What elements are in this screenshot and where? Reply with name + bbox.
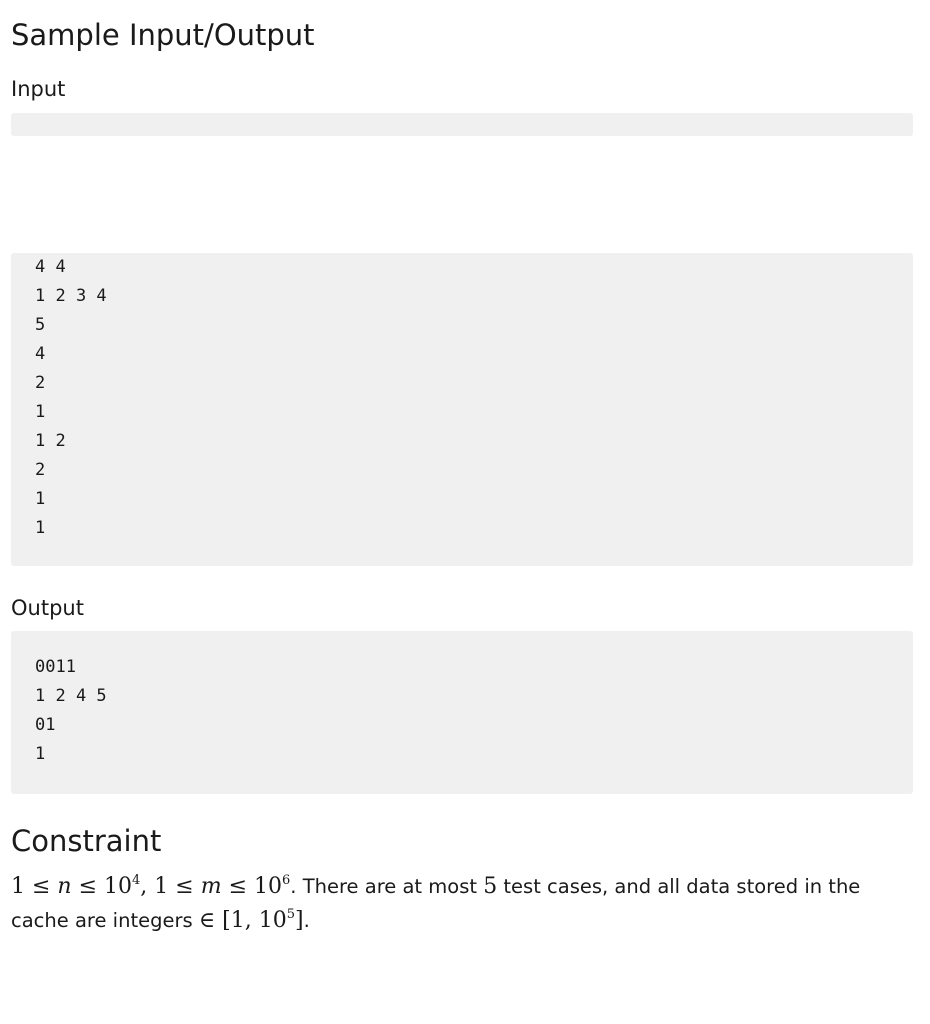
output-code-block bbox=[11, 631, 913, 794]
code-line: 5 bbox=[35, 315, 46, 335]
code-line: 1 2 bbox=[35, 431, 66, 451]
input-code-lines bbox=[35, 253, 107, 601]
code-line: 4 4 bbox=[35, 257, 66, 277]
code-line: 2 bbox=[35, 460, 46, 480]
constraint-text: $1 \le n \le 10^4$, $1 \le m \le 10^6$. There are at most 5 test cases, and all data stored in the cache are integers ∈ [1, $10^5$]. bbox=[11, 873, 861, 933]
code-line: 0011 bbox=[35, 657, 76, 677]
code-line: 4 bbox=[35, 344, 46, 364]
code-line: 1 bbox=[35, 744, 46, 764]
math-range: ∈ [1, $10^5$] bbox=[198, 907, 304, 933]
constraint-heading: Constraint bbox=[11, 824, 162, 858]
code-line: 1 bbox=[35, 489, 46, 509]
input-code-block-empty bbox=[11, 113, 913, 136]
sample-io-heading: Sample Input/Output bbox=[11, 18, 315, 52]
math-n-bound: $1 \le n \le 10^4$, $1 \le m \le 10^6$ bbox=[11, 873, 291, 899]
code-line: 1 2 3 4 bbox=[35, 286, 107, 306]
output-label: Output bbox=[11, 596, 84, 620]
code-line: 01 bbox=[35, 715, 56, 735]
code-line: 1 bbox=[35, 518, 46, 538]
code-line: 2 bbox=[35, 373, 46, 393]
input-label: Input bbox=[11, 77, 66, 101]
output-code-lines bbox=[35, 631, 107, 805]
math-cases: 5 bbox=[483, 874, 498, 899]
code-line: 1 bbox=[35, 402, 46, 422]
code-line: 1 2 4 5 bbox=[35, 686, 107, 706]
input-code-block bbox=[11, 253, 913, 566]
